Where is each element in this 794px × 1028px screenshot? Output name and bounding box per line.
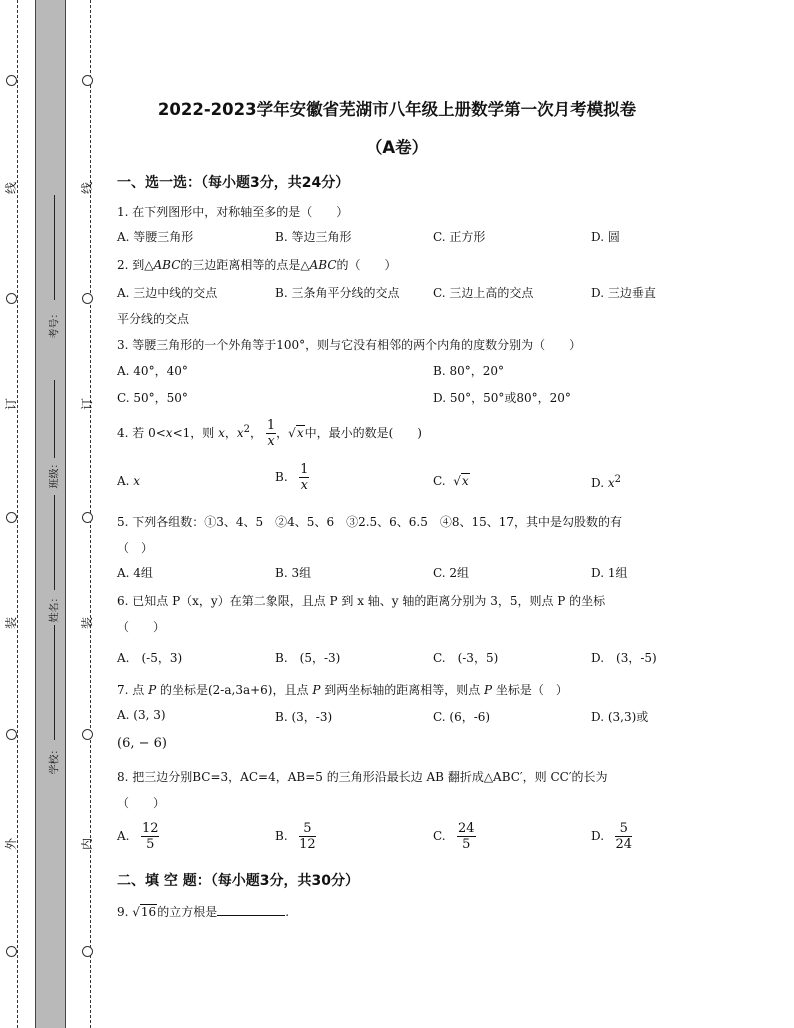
q4-fraction [266, 418, 276, 449]
question-6-continued: （ ） [117, 620, 166, 634]
q9-period: . [285, 905, 290, 919]
question-8-continued: （ ） [117, 796, 166, 810]
q4-option-b [275, 462, 309, 493]
margin-char-ding: 订 [4, 398, 18, 411]
q4-var: x [165, 426, 173, 440]
binding-strip [35, 0, 66, 1028]
q2-option-d: D. 三边垂直 [591, 286, 656, 300]
binding-hole [82, 946, 93, 957]
q7-option-c: C. (6，-6) [433, 710, 491, 724]
name-label: 姓名： [49, 592, 61, 623]
q4-a-label: A. [117, 474, 134, 488]
class-underline [54, 380, 55, 458]
q3-option-b: B. 80°，20° [433, 364, 504, 378]
q4-d-label: D. [591, 476, 608, 490]
q4-stem-pre: 4. 若 0< [117, 426, 166, 440]
q8-a-fraction [141, 821, 160, 852]
binding-hole [6, 512, 17, 523]
q1-option-c: C. 正方形 [433, 230, 486, 244]
question-6: 6. 已知点 P（x，y）在第二象限，且点 P 到 x 轴、y 轴的距离分别为 3，5，则点 P 的坐标 [117, 594, 606, 608]
q5-option-a: A. 4组 [117, 566, 153, 580]
school-underline [54, 625, 55, 740]
q9-number: 9. [117, 905, 133, 919]
q1-option-a: A. 等腰三角形 [117, 230, 194, 244]
q4-a-value: x [133, 474, 141, 488]
q2-option-b: B. 三条角平分线的交点 [275, 286, 400, 300]
q4-comma: ， [250, 426, 263, 440]
q7-point: P [312, 683, 321, 697]
q4-d-exponent: 2 [614, 474, 621, 485]
q4-fraction-num: 1 [266, 418, 276, 433]
q8-d-den: 24 [615, 837, 633, 852]
q9-sqrt: √16 [132, 905, 157, 919]
q9-answer-blank[interactable] [217, 905, 285, 916]
section-1-heading: 一、选一选：（每小题3分，共24分） [117, 175, 350, 191]
q6-option-c: C. (-3，5) [433, 651, 499, 665]
q7-point: P [148, 683, 157, 697]
binding-hole [82, 293, 93, 304]
q4-sqrt-radicand: x [296, 426, 304, 440]
q3-option-a: A. 40°，40° [117, 364, 188, 378]
q2-option-c: C. 三边上高的交点 [433, 286, 534, 300]
q3-option-d: D. 50°，50°或80°，20° [433, 391, 571, 405]
q4-sqrt: √x [288, 426, 304, 440]
question-5: 5. 下列各组数：①3、4、5 ②4、5、6 ③2.5、6、6.5 ④8、15、17，其中是勾股数的有 [117, 515, 623, 529]
question-8: 8. 把三边分别BC=3，AC=4，AB=5 的三角形沿最长边 AB 翻折成△ABC′，则 CC′的长为 [117, 770, 608, 784]
binding-hole [82, 75, 93, 86]
q5-option-d: D. 1组 [591, 566, 628, 580]
q4-option-c [433, 474, 470, 488]
q8-b-den: 12 [299, 837, 316, 852]
q2-stem-mid: 的三边距离相等的点是△ [180, 258, 310, 272]
question-2 [117, 256, 397, 273]
binding-hole [6, 75, 17, 86]
q7-option-b: B. (3，-3) [275, 710, 333, 724]
q8-c-fraction [457, 821, 476, 852]
q8-c-num: 24 [458, 821, 475, 836]
q4-stem-mid: <1，则 [172, 426, 219, 440]
q5-option-b: B. 3组 [275, 566, 312, 580]
q4-c-radicand: x [461, 474, 469, 488]
q8-option-b [275, 820, 316, 852]
q7-stem-mid: 的坐标是(2-a,3a+6)，且点 [156, 683, 313, 697]
q7-option-d-continued: (6, − 6) [117, 736, 167, 751]
exam-no-label: 考号： [49, 308, 61, 339]
binding-hole [6, 946, 17, 957]
q4-b-den: x [300, 478, 308, 493]
q6-option-b: B. (5，-3) [275, 651, 341, 665]
question-4 [117, 415, 422, 449]
q4-b-label: B. [275, 470, 288, 484]
question-1: 1. 在下列图形中，对称轴至多的是（ ） [117, 205, 349, 219]
q9-stem: 的立方根是 [157, 905, 218, 919]
binding-hole [82, 512, 93, 523]
q8-option-c [433, 820, 476, 852]
q4-var: x [236, 426, 244, 440]
q8-c-label: C. [433, 829, 446, 843]
q4-b-fraction [299, 462, 309, 493]
q2-abc: ABC [153, 258, 181, 272]
q3-option-c: C. 50°，50° [117, 391, 188, 405]
outer-cut-line [17, 0, 18, 1028]
q8-b-fraction [299, 821, 316, 852]
page-subtitle: （A卷） [365, 138, 429, 157]
school-label: 学校： [49, 744, 61, 775]
q8-b-label: B. [275, 829, 288, 843]
q8-d-label: D. [591, 829, 605, 843]
binding-hole [82, 729, 93, 740]
q2-stem-post: 的（ ） [336, 258, 397, 272]
q7-option-a: A. (3, 3) [117, 708, 166, 722]
q4-var: x [218, 426, 225, 440]
binding-hole [6, 729, 17, 740]
q4-c-label: C. [433, 474, 446, 488]
margin-char-xian: 线 [4, 182, 18, 195]
q4-d-var: x [607, 476, 615, 490]
q4-c-sqrt: √x [453, 474, 469, 488]
question-7 [117, 681, 568, 698]
q5-option-c: C. 2组 [433, 566, 470, 580]
margin-char-xian-inner: 线 [80, 182, 94, 195]
q2-option-a: A. 三边中线的交点 [117, 286, 218, 300]
q4-stem-post: 中，最小的数是( ) [304, 426, 422, 440]
q4-comma: ， [276, 426, 289, 440]
q6-option-a: A. (-5，3) [117, 651, 183, 665]
q7-stem-mid2: 到两坐标轴的距离相等，则点 [320, 683, 485, 697]
q4-fraction-den: x [267, 434, 275, 449]
q4-b-num: 1 [300, 462, 309, 477]
q2-option-d-continued: 平分线的交点 [117, 312, 190, 326]
q8-option-d [591, 820, 632, 852]
question-9 [117, 903, 289, 920]
q7-stem-pre: 7. 点 [117, 683, 149, 697]
q2-abc: ABC [309, 258, 337, 272]
question-5-continued: （ ） [117, 541, 154, 555]
q4-comma: ， [224, 426, 237, 440]
q8-c-den: 5 [462, 837, 471, 852]
page-title: 2022-2023学年安徽省芜湖市八年级上册数学第一次月考模拟卷 [157, 100, 637, 119]
binding-margin [0, 0, 100, 1028]
binding-hole [6, 293, 17, 304]
q8-a-den: 5 [146, 837, 155, 852]
q8-option-a [117, 820, 159, 852]
q8-a-label: A. [117, 829, 130, 843]
q1-option-d: D. 圆 [591, 230, 620, 244]
q4-option-a [117, 474, 140, 488]
margin-char-zhuang-inner: 装 [80, 617, 94, 630]
q6-option-d: D. (3，-5) [591, 651, 657, 665]
class-label: 班级： [49, 458, 61, 489]
q7-stem-post: 坐标是（ ） [492, 683, 568, 697]
q2-stem-pre: 2. 到△ [117, 258, 154, 272]
q8-d-num: 5 [615, 821, 632, 837]
margin-char-ding-inner: 订 [80, 398, 94, 411]
q8-d-fraction [615, 821, 632, 852]
q7-option-d: D. (3,3)或 [591, 710, 649, 724]
margin-char-nei: 内 [80, 838, 94, 851]
q8-b-num: 5 [299, 821, 316, 837]
q4-option-d [591, 474, 621, 490]
q8-a-num: 12 [141, 821, 159, 836]
q1-option-b: B. 等边三角形 [275, 230, 352, 244]
exam-no-underline [54, 195, 55, 300]
margin-char-zhuang: 装 [4, 617, 18, 630]
name-underline [54, 495, 55, 590]
q4-exponent: 2 [243, 424, 251, 435]
margin-char-wai: 外 [4, 838, 18, 851]
q9-radicand: 16 [140, 905, 157, 919]
question-3: 3. 等腰三角形的一个外角等于100°，则与它没有相邻的两个内角的度数分别为（ ） [117, 338, 582, 352]
q7-point: P [484, 683, 493, 697]
section-2-heading: 二、填 空 题：（每小题3分，共30分） [117, 873, 359, 889]
